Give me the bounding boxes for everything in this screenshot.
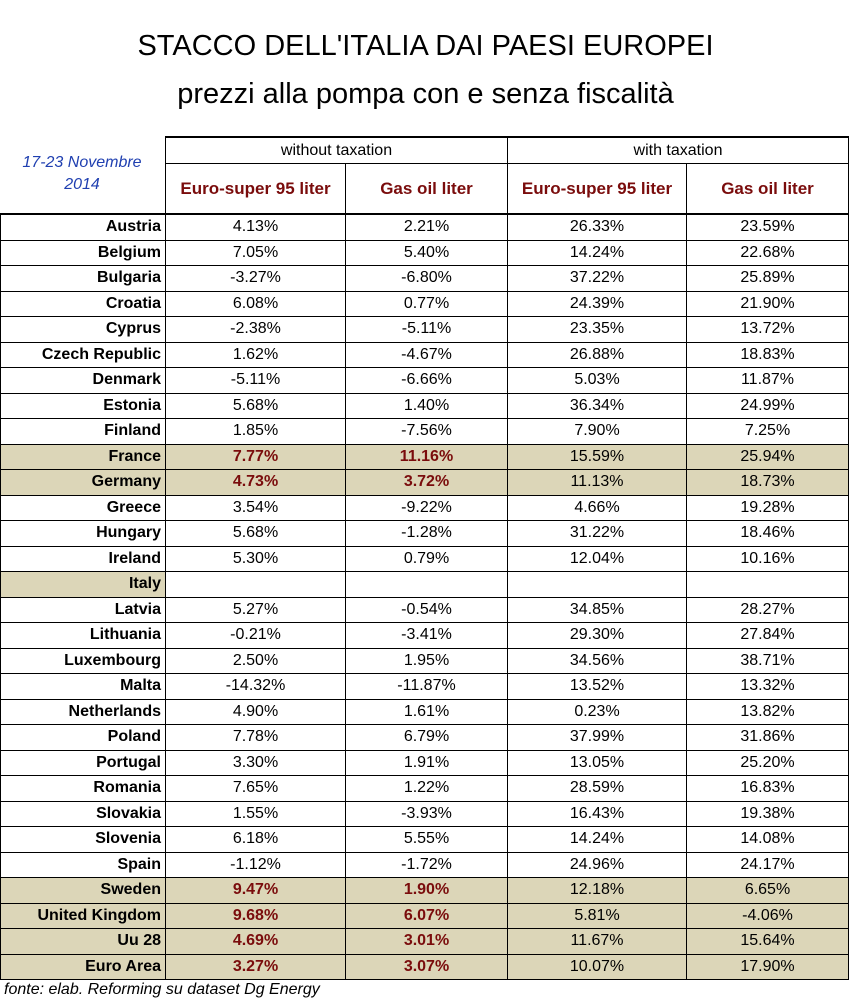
value-cell: -3.27%: [166, 266, 346, 292]
value-cell: -2.38%: [166, 317, 346, 343]
value-cell: 0.23%: [508, 699, 687, 725]
value-cell: 5.30%: [166, 546, 346, 572]
value-cell: 6.07%: [346, 903, 508, 929]
value-cell: -1.72%: [346, 852, 508, 878]
country-cell: Croatia: [1, 291, 166, 317]
value-cell: 5.03%: [508, 368, 687, 394]
table-row: [1, 852, 849, 878]
value-cell: 7.65%: [166, 776, 346, 802]
value-cell: 1.22%: [346, 776, 508, 802]
value-cell: 31.86%: [687, 725, 849, 751]
table-row: [1, 674, 849, 700]
value-cell: 31.22%: [508, 521, 687, 547]
value-cell: -5.11%: [166, 368, 346, 394]
country-cell: Bulgaria: [1, 266, 166, 292]
value-cell: -1.12%: [166, 852, 346, 878]
value-cell: 23.35%: [508, 317, 687, 343]
country-cell: Lithuania: [1, 623, 166, 649]
value-cell: 14.24%: [508, 240, 687, 266]
value-cell: -6.66%: [346, 368, 508, 394]
value-cell: 3.30%: [166, 750, 346, 776]
header-blank-2: [1, 164, 166, 215]
country-cell: United Kingdom: [1, 903, 166, 929]
value-cell: 29.30%: [508, 623, 687, 649]
table-row: [1, 929, 849, 955]
value-cell: 1.85%: [166, 419, 346, 445]
country-cell: Spain: [1, 852, 166, 878]
value-cell: -0.21%: [166, 623, 346, 649]
table-row: [1, 291, 849, 317]
value-cell: 4.73%: [166, 470, 346, 496]
value-cell: -0.54%: [346, 597, 508, 623]
country-cell: Netherlands: [1, 699, 166, 725]
value-cell: [687, 572, 849, 598]
value-cell: 9.68%: [166, 903, 346, 929]
value-cell: 1.61%: [346, 699, 508, 725]
value-cell: 4.90%: [166, 699, 346, 725]
value-cell: 7.77%: [166, 444, 346, 470]
value-cell: 3.54%: [166, 495, 346, 521]
value-cell: 23.59%: [687, 214, 849, 240]
value-cell: 7.05%: [166, 240, 346, 266]
value-cell: 13.72%: [687, 317, 849, 343]
value-cell: [346, 572, 508, 598]
table-row: [1, 470, 849, 496]
value-cell: 3.27%: [166, 954, 346, 980]
country-cell: Malta: [1, 674, 166, 700]
country-cell: Greece: [1, 495, 166, 521]
value-cell: 1.95%: [346, 648, 508, 674]
country-cell: Germany: [1, 470, 166, 496]
table-row: [1, 393, 849, 419]
value-cell: 11.87%: [687, 368, 849, 394]
table-row: [1, 521, 849, 547]
table-row: [1, 750, 849, 776]
table-row: [1, 495, 849, 521]
value-cell: 17.90%: [687, 954, 849, 980]
table-row: [1, 827, 849, 853]
table-row: [1, 776, 849, 802]
country-cell: Hungary: [1, 521, 166, 547]
value-cell: 4.69%: [166, 929, 346, 955]
value-cell: 37.22%: [508, 266, 687, 292]
value-cell: -1.28%: [346, 521, 508, 547]
header-col-gas-oil-with: Gas oil liter: [687, 164, 849, 215]
country-cell: Austria: [1, 214, 166, 240]
value-cell: [166, 572, 346, 598]
value-cell: 13.52%: [508, 674, 687, 700]
value-cell: 5.55%: [346, 827, 508, 853]
header-blank: [1, 137, 166, 164]
value-cell: -6.80%: [346, 266, 508, 292]
value-cell: 7.78%: [166, 725, 346, 751]
country-cell: Latvia: [1, 597, 166, 623]
value-cell: -5.11%: [346, 317, 508, 343]
value-cell: 24.17%: [687, 852, 849, 878]
value-cell: 5.68%: [166, 393, 346, 419]
value-cell: 18.83%: [687, 342, 849, 368]
value-cell: 3.72%: [346, 470, 508, 496]
value-cell: 28.59%: [508, 776, 687, 802]
table-row: [1, 725, 849, 751]
value-cell: 18.73%: [687, 470, 849, 496]
table-row: [1, 317, 849, 343]
value-cell: 19.38%: [687, 801, 849, 827]
value-cell: 3.01%: [346, 929, 508, 955]
value-cell: 24.39%: [508, 291, 687, 317]
value-cell: 7.25%: [687, 419, 849, 445]
header-col-euro-super-with: Euro-super 95 liter: [508, 164, 687, 215]
table-row: [1, 444, 849, 470]
value-cell: 14.24%: [508, 827, 687, 853]
header-without-taxation: without taxation: [166, 137, 508, 164]
value-cell: 4.66%: [508, 495, 687, 521]
value-cell: -11.87%: [346, 674, 508, 700]
country-cell: Luxembourg: [1, 648, 166, 674]
value-cell: 19.28%: [687, 495, 849, 521]
value-cell: 16.43%: [508, 801, 687, 827]
value-cell: 34.56%: [508, 648, 687, 674]
value-cell: 1.91%: [346, 750, 508, 776]
value-cell: 1.40%: [346, 393, 508, 419]
country-cell: Uu 28: [1, 929, 166, 955]
value-cell: -4.67%: [346, 342, 508, 368]
value-cell: 13.05%: [508, 750, 687, 776]
country-cell: France: [1, 444, 166, 470]
country-cell: Slovakia: [1, 801, 166, 827]
value-cell: -3.41%: [346, 623, 508, 649]
value-cell: 3.07%: [346, 954, 508, 980]
value-cell: -14.32%: [166, 674, 346, 700]
header-with-taxation: with taxation: [508, 137, 849, 164]
country-cell: Ireland: [1, 546, 166, 572]
value-cell: 26.33%: [508, 214, 687, 240]
value-cell: 5.40%: [346, 240, 508, 266]
table-row: [1, 954, 849, 980]
value-cell: 12.18%: [508, 878, 687, 904]
value-cell: 5.27%: [166, 597, 346, 623]
value-cell: 2.21%: [346, 214, 508, 240]
value-cell: 26.88%: [508, 342, 687, 368]
table-row: [1, 878, 849, 904]
value-cell: 15.59%: [508, 444, 687, 470]
value-cell: 1.55%: [166, 801, 346, 827]
title-line-2: prezzi alla pompa con e senza fiscalità: [177, 78, 674, 110]
value-cell: 24.96%: [508, 852, 687, 878]
value-cell: 6.65%: [687, 878, 849, 904]
table-row: [1, 623, 849, 649]
table-row: [1, 572, 849, 598]
period-label: 17-23 Novembre 2014: [22, 154, 142, 193]
table-row: [1, 903, 849, 929]
header-col-euro-super-without: Euro-super 95 liter: [166, 164, 346, 215]
value-cell: 25.94%: [687, 444, 849, 470]
value-cell: 0.79%: [346, 546, 508, 572]
value-cell: -4.06%: [687, 903, 849, 929]
table-row: [1, 214, 849, 240]
country-cell: Euro Area: [1, 954, 166, 980]
title-line-1: STACCO DELL'ITALIA DAI PAESI EUROPEI: [137, 30, 714, 62]
country-cell: Italy: [1, 572, 166, 598]
value-cell: 22.68%: [687, 240, 849, 266]
country-cell: Slovenia: [1, 827, 166, 853]
table-row: [1, 597, 849, 623]
value-cell: 16.83%: [687, 776, 849, 802]
value-cell: 21.90%: [687, 291, 849, 317]
value-cell: 28.27%: [687, 597, 849, 623]
table-row: [1, 342, 849, 368]
value-cell: 14.08%: [687, 827, 849, 853]
value-cell: 5.68%: [166, 521, 346, 547]
value-cell: 2.50%: [166, 648, 346, 674]
source-note: fonte: elab. Reforming su dataset Dg Energy: [4, 981, 320, 998]
value-cell: 25.89%: [687, 266, 849, 292]
value-cell: 15.64%: [687, 929, 849, 955]
value-cell: 12.04%: [508, 546, 687, 572]
value-cell: 11.16%: [346, 444, 508, 470]
value-cell: 7.90%: [508, 419, 687, 445]
value-cell: 0.77%: [346, 291, 508, 317]
value-cell: 18.46%: [687, 521, 849, 547]
value-cell: 25.20%: [687, 750, 849, 776]
value-cell: 38.71%: [687, 648, 849, 674]
country-cell: Poland: [1, 725, 166, 751]
value-cell: 13.82%: [687, 699, 849, 725]
country-cell: Romania: [1, 776, 166, 802]
country-cell: Denmark: [1, 368, 166, 394]
value-cell: 9.47%: [166, 878, 346, 904]
table-row: [1, 648, 849, 674]
country-cell: Estonia: [1, 393, 166, 419]
table-row: [1, 801, 849, 827]
value-cell: 6.18%: [166, 827, 346, 853]
value-cell: 1.90%: [346, 878, 508, 904]
country-cell: Belgium: [1, 240, 166, 266]
value-cell: 13.32%: [687, 674, 849, 700]
value-cell: -3.93%: [346, 801, 508, 827]
value-cell: -9.22%: [346, 495, 508, 521]
country-cell: Czech Republic: [1, 342, 166, 368]
price-gap-table: [0, 136, 849, 980]
value-cell: 36.34%: [508, 393, 687, 419]
value-cell: 24.99%: [687, 393, 849, 419]
country-cell: Sweden: [1, 878, 166, 904]
value-cell: -7.56%: [346, 419, 508, 445]
value-cell: 10.07%: [508, 954, 687, 980]
value-cell: 6.79%: [346, 725, 508, 751]
value-cell: [508, 572, 687, 598]
table-row: [1, 240, 849, 266]
country-cell: Finland: [1, 419, 166, 445]
value-cell: 11.67%: [508, 929, 687, 955]
table-row: [1, 419, 849, 445]
value-cell: 5.81%: [508, 903, 687, 929]
table-row: [1, 546, 849, 572]
value-cell: 11.13%: [508, 470, 687, 496]
value-cell: 27.84%: [687, 623, 849, 649]
table-row: [1, 266, 849, 292]
header-col-gas-oil-without: Gas oil liter: [346, 164, 508, 215]
value-cell: 4.13%: [166, 214, 346, 240]
table-row: [1, 699, 849, 725]
value-cell: 37.99%: [508, 725, 687, 751]
country-cell: Cyprus: [1, 317, 166, 343]
value-cell: 34.85%: [508, 597, 687, 623]
value-cell: 6.08%: [166, 291, 346, 317]
table-body: [1, 214, 849, 980]
country-cell: Portugal: [1, 750, 166, 776]
value-cell: 1.62%: [166, 342, 346, 368]
value-cell: 10.16%: [687, 546, 849, 572]
table-row: [1, 368, 849, 394]
